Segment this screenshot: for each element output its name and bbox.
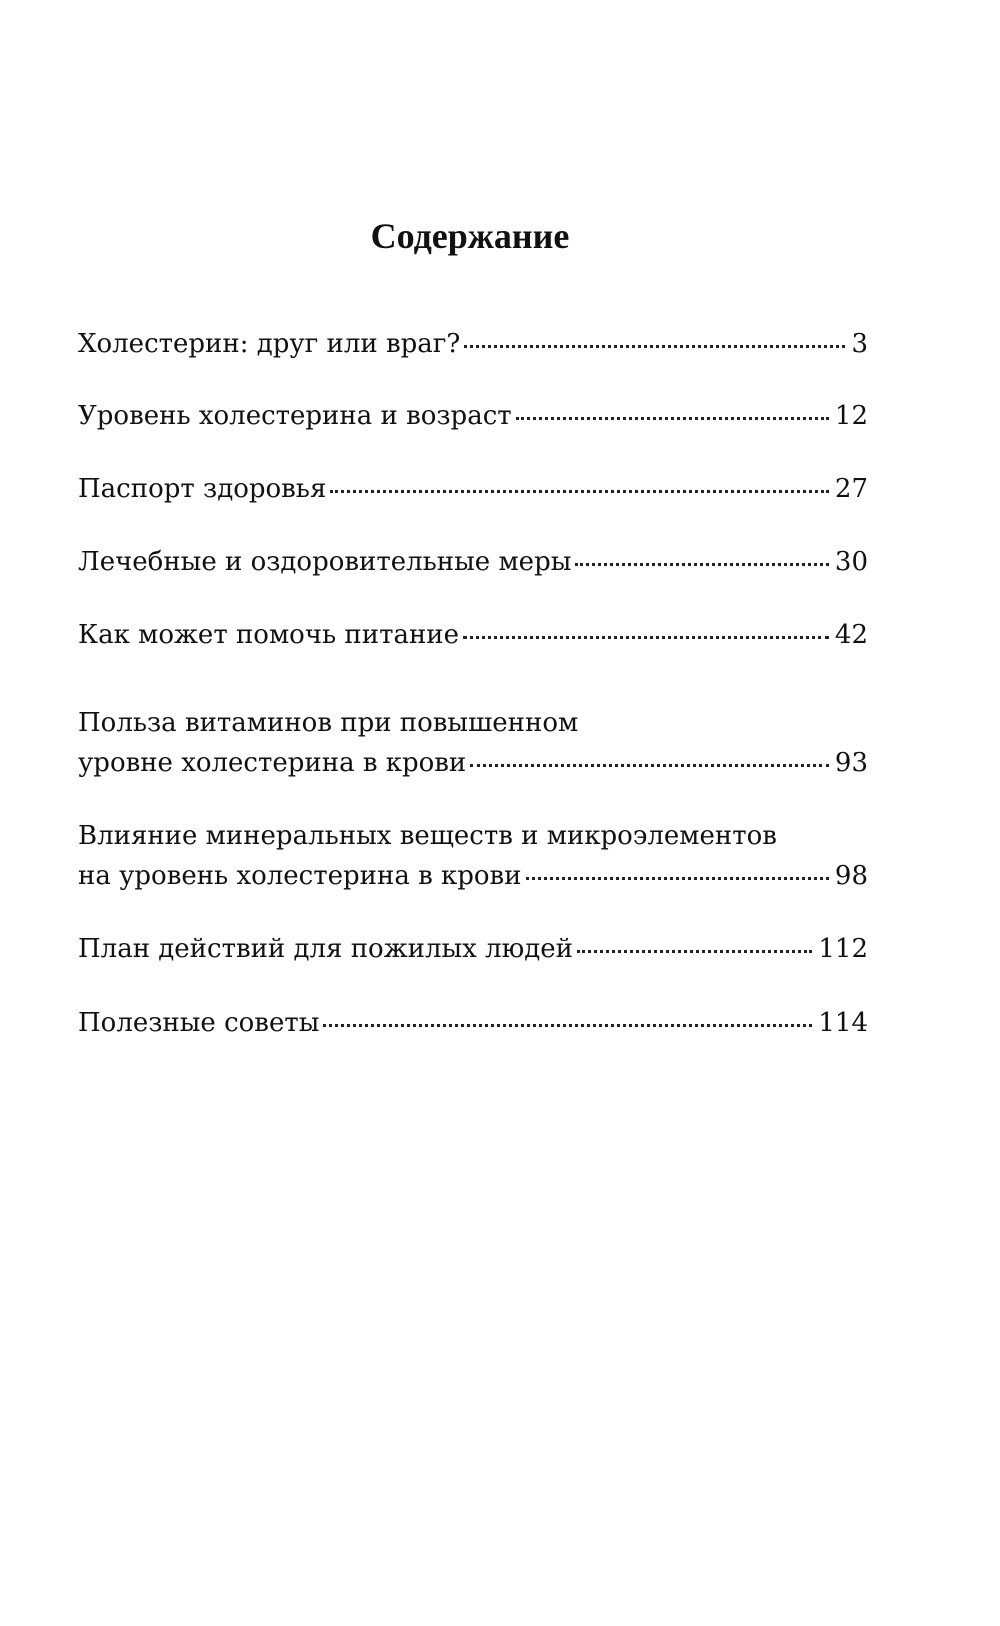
dot-leader: [330, 490, 829, 493]
toc-title: Содержание: [370, 216, 570, 256]
toc-line: [78, 856, 868, 896]
dot-leader: [516, 417, 829, 420]
toc-entry-first-line: Влияние минеральных веществ и микроэлементов: [78, 821, 777, 851]
toc-entry-first-line: Польза витаминов при повышенном: [78, 708, 579, 738]
toc-entry-text: План действий для пожилых людей: [78, 934, 573, 964]
toc-entry-text: уровне холестерина в крови: [78, 748, 467, 778]
dot-leader: [470, 764, 829, 767]
toc-page-number: 114: [818, 1008, 868, 1038]
dot-leader: [464, 345, 845, 348]
toc-page-number: 30: [834, 547, 868, 577]
toc-line: [78, 1003, 868, 1043]
toc-entry: [78, 816, 868, 896]
dot-leader: [463, 636, 829, 639]
toc-entry: [78, 1003, 868, 1043]
toc-page-number: 112: [818, 934, 868, 964]
toc-entry-text: на уровень холестерина в крови: [78, 861, 522, 891]
dot-leader: [575, 563, 829, 566]
toc-line: [78, 743, 868, 783]
toc-entry-text: Паспорт здоровья: [78, 474, 327, 504]
dot-leader: [577, 950, 812, 953]
toc-page-number: 93: [834, 748, 868, 778]
toc-entry: [78, 542, 868, 582]
toc-line: [78, 542, 868, 582]
toc-entry-text: Уровень холестерина и возраст: [78, 401, 512, 431]
toc-entry: [78, 703, 868, 783]
dot-leader: [526, 877, 829, 880]
toc-entry-text: Как может помочь питание: [78, 620, 460, 650]
toc-page-number: 27: [834, 474, 868, 504]
toc-page-number: 12: [834, 401, 868, 431]
dot-leader: [323, 1024, 812, 1027]
toc-page-number: 42: [834, 620, 868, 650]
toc-entry-text: Полезные советы: [78, 1008, 320, 1038]
toc-line: [78, 469, 868, 509]
toc-page-number: 3: [851, 329, 868, 359]
toc-entry: [78, 469, 868, 509]
toc-line: [78, 396, 868, 436]
toc-line: [78, 929, 868, 969]
toc-entry: [78, 615, 868, 655]
toc-page-number: 98: [834, 861, 868, 891]
toc-entry: [78, 324, 868, 364]
toc-entry: [78, 929, 868, 969]
toc-entry: [78, 396, 868, 436]
toc-line: [78, 324, 868, 364]
toc-line: [78, 615, 868, 655]
toc-entry-text: Холестерин: друг или враг?: [78, 329, 461, 359]
toc-entry-text: Лечебные и оздоровительные меры: [78, 547, 572, 577]
